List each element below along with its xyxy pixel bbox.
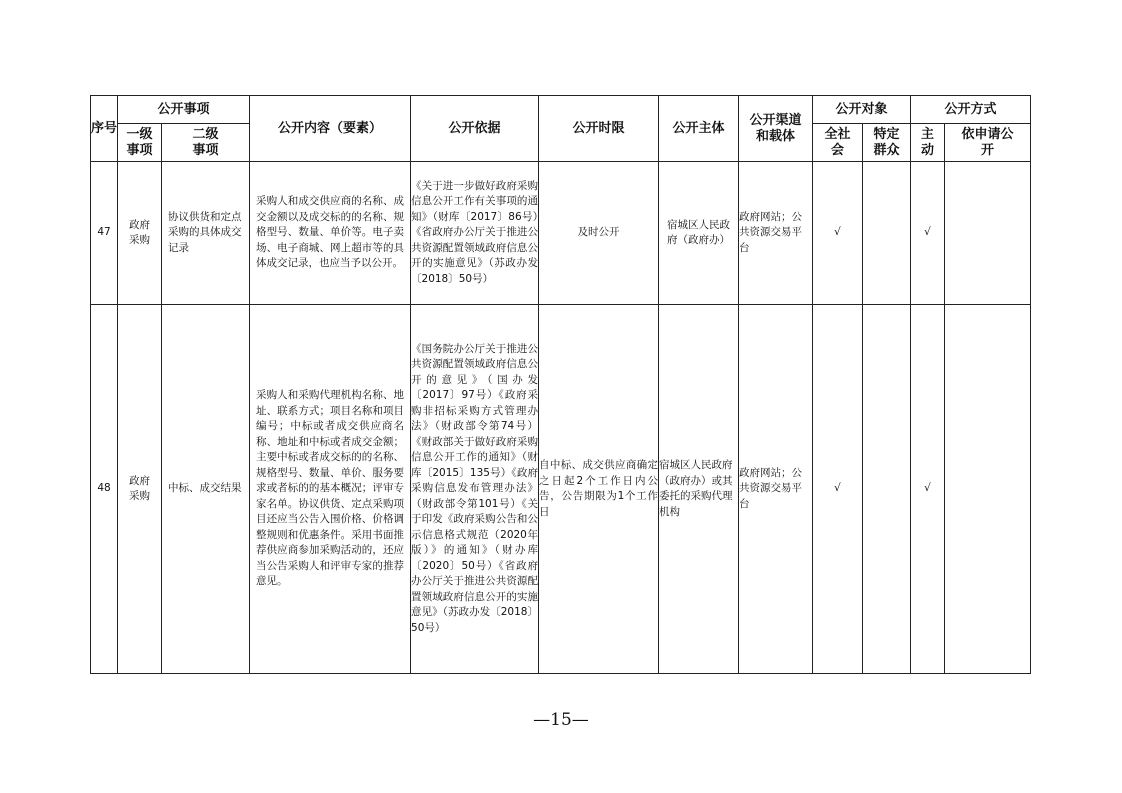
header-method-group: 公开方式: [911, 96, 1031, 124]
row-channel: 政府网站；公共资源交易平台: [739, 162, 813, 305]
row-target-specific: [863, 305, 911, 674]
header-method-request: 依申请公开: [945, 124, 1031, 162]
row-method-request: [945, 305, 1031, 674]
row-target-all: √: [813, 162, 863, 305]
row-level2: 中标、成交结果: [162, 305, 250, 674]
row-time-limit: 自中标、成交供应商确定之日起2个工作日内公告，公告期限为1个工作日: [539, 305, 659, 674]
header-row-1: [91, 96, 1031, 124]
header-item-group: 公开事项: [118, 96, 250, 124]
row-content: 采购人和采购代理机构名称、地址、联系方式；项目名称和项目编号；中标或者成交供应商名称、地址和中标或者成交金额；主要中标或者成交标的的名称、规格型号、数量、单价、服务要求或者标的的基本概况；评审专家名单。协议供货、定点采购项目还应当公告入围价格、价格调整规则和优惠条件。采用书面推荐供应商参加采购活动的，还应当公告采购人和评审专家的推荐意见。: [250, 305, 411, 674]
header-target-all: 全社会: [813, 124, 863, 162]
disclosure-table: [90, 95, 1031, 674]
row-subject: 宿城区人民政府（政府办）: [659, 162, 739, 305]
header-basis: 公开依据: [411, 96, 539, 162]
row-target-specific: [863, 162, 911, 305]
row-time-limit: 及时公开: [539, 162, 659, 305]
row-level2: 协议供货和定点采购的具体成交记录: [162, 162, 250, 305]
header-time-limit: 公开时限: [539, 96, 659, 162]
header-target-group: 公开对象: [813, 96, 911, 124]
row-channel: 政府网站；公共资源交易平台: [739, 305, 813, 674]
row-target-all: √: [813, 305, 863, 674]
header-seq: 序号: [91, 96, 118, 162]
row-subject: 宿城区人民政府（政府办）或其委托的采购代理机构: [659, 305, 739, 674]
table-row: [91, 162, 1031, 305]
row-number: 48: [91, 305, 118, 674]
row-method-active: √: [911, 162, 945, 305]
row-basis: 《关于进一步做好政府采购信息公开工作有关事项的通知》（财库〔2017〕86号）《省政府办公厅关于推进公共资源配置领域政府信息公开的实施意见》（苏政办发〔2018〕50号）: [411, 162, 539, 305]
header-method-active: 主动: [911, 124, 945, 162]
table-row: [91, 305, 1031, 674]
row-method-request: [945, 162, 1031, 305]
row-number: 47: [91, 162, 118, 305]
header-level2: 二级事项: [162, 124, 250, 162]
row-content: 采购人和成交供应商的名称、成交金额以及成交标的的名称、规格型号、数量、单价等。电子卖场、电子商城、网上超市等的具体成交记录，也应当予以公开。: [250, 162, 411, 305]
row-method-active: √: [911, 305, 945, 674]
header-level1: 一级事项: [118, 124, 162, 162]
header-target-specific: 特定群众: [863, 124, 911, 162]
page-number: —15—: [533, 710, 589, 730]
row-basis: 《国务院办公厅关于推进公共资源配置领域政府信息公开的意见》（国办发〔2017〕97号）《政府采购非招标采购方式管理办法》（财政部令第74号）《财政部关于做好政府采购信息公开工作的通知》（财库〔2015〕135号）《政府采购信息发布管理办法》（财政部令第101号）《关于印发《政府采购公告和公示信息格式规范（2020年版）》的通知》（财办库〔2020〕50号）《省政府办公厅关于推进公共资源配置领域政府信息公开的实施意见》（苏政办发〔2018〕50号）: [411, 305, 539, 674]
header-subject: 公开主体: [659, 96, 739, 162]
row-level1: 政府采购: [118, 305, 162, 674]
header-content: 公开内容（要素）: [250, 96, 411, 162]
header-channel: 公开渠道和载体: [739, 96, 813, 162]
row-level1: 政府采购: [118, 162, 162, 305]
